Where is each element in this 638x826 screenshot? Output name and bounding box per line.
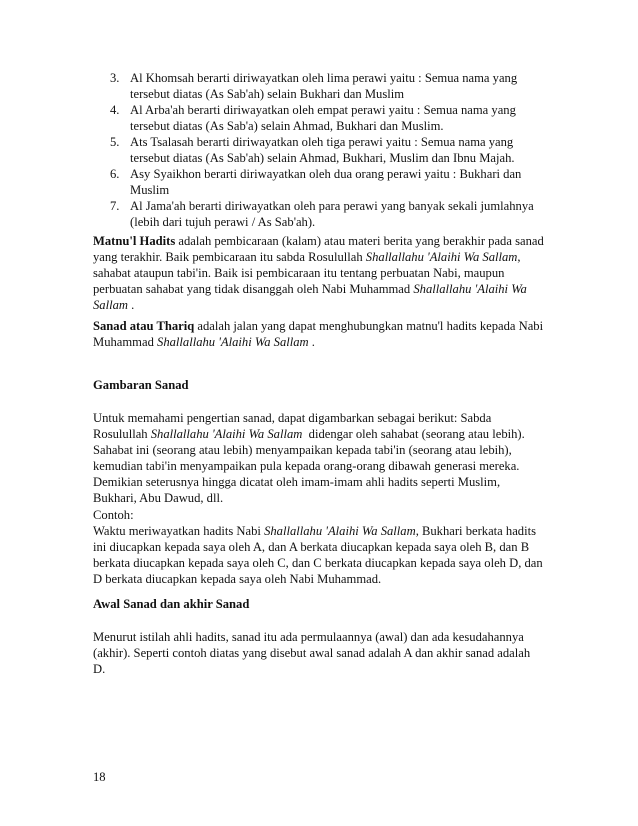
italic-phrase: Shallallahu 'Alaihi Wa Sallam: [150, 427, 303, 441]
paragraph-line: ini diucapkan kepada saya oleh A, dan A berkata diucapkan kepada saya oleh B, dan B: [93, 540, 530, 554]
sanad-paragraph: [93, 318, 551, 350]
awal-heading: [93, 596, 551, 612]
paragraph-line: Untuk memahami pengertian sanad, dapat digambarkan sebagai berikut: Sabda: [93, 411, 492, 425]
paragraph-text: adalah pembicaraan (kalam) atau materi berita yang berakhir pada sanad: [175, 234, 544, 248]
page-number: 18: [93, 770, 106, 784]
gambaran-paragraph: [93, 410, 551, 506]
paragraph-line: [93, 281, 551, 297]
paragraph-text: yang terakhir. Baik pembicaraan itu sabda Rosulullah: [93, 250, 366, 264]
paragraph-line: Menurut istilah ahli hadits, sanad itu ada permulaannya (awal) dan ada kesudahannya: [93, 630, 524, 644]
list-text-line: tersebut diatas (As Sab'ah) selain Ahmad, Bukhari, Muslim dan Ibnu Majah.: [130, 151, 515, 165]
paragraph-text: ,: [517, 250, 521, 264]
paragraph-line: D.: [93, 662, 106, 676]
list-text-line: tersebut diatas (As Sab'a) selain Ahmad, Bukhari dan Muslim.: [130, 119, 444, 133]
paragraph-text: , Bukhari berkata hadits: [415, 524, 536, 538]
paragraph-text: Muhammad: [93, 335, 158, 349]
paragraph-text: perbuatan sahabat yang tidak disanggah oleh Nabi Muhammad: [93, 282, 414, 296]
paragraph-line: [93, 297, 551, 313]
list-item: [110, 134, 550, 166]
paragraph-text: .: [308, 335, 315, 349]
list-number: 7.: [110, 199, 120, 213]
list-item: [110, 198, 550, 230]
paragraph-line: [93, 318, 551, 334]
list-number: 3.: [110, 71, 120, 85]
paragraph-line: berkata diucapkan kepada saya oleh C, dan C berkata diucapkan kepada saya oleh D, dan: [93, 556, 543, 570]
paragraph-line: Demikian seterusnya hingga dicatat oleh imam-imam ahli hadits seperti Muslim,: [93, 475, 501, 489]
matnu-paragraph: [93, 233, 551, 313]
italic-phrase: Shallallahu 'Alaihi Wa Sallam: [157, 335, 309, 349]
contoh-label: Contoh:: [93, 508, 134, 522]
gambaran-heading: [93, 377, 551, 393]
paragraph-text: Waktu meriwayatkan hadits Nabi: [93, 524, 265, 538]
narrator-list: [110, 70, 550, 230]
italic-phrase: Shallallahu 'Alaihi Wa Sallam: [365, 250, 518, 264]
paragraph-text: Rosulullah: [93, 427, 151, 441]
section-heading: Gambaran Sanad: [93, 378, 189, 392]
paragraph-line: Bukhari, Abu Dawud, dll.: [93, 491, 224, 505]
list-text-line: Asy Syaikhon berarti diriwayatkan oleh dua orang perawi yaitu : Bukhari dan: [130, 167, 522, 181]
paragraph-text: adalah jalan yang dapat menghubungkan matnu'l hadits kepada Nabi: [194, 319, 544, 333]
paragraph-line: [93, 426, 551, 442]
list-number: 4.: [110, 103, 120, 117]
paragraph-line: (akhir). Seperti contoh diatas yang disebut awal sanad adalah A dan akhir sanad adalah: [93, 646, 531, 660]
list-number: 6.: [110, 167, 120, 181]
paragraph-line: sahabat ataupun tabi'in. Baik isi pembicaraan itu tentang perbuatan Nabi, maupun: [93, 266, 505, 280]
list-text-line: Al Khomsah berarti diriwayatkan oleh lima perawi yaitu : Semua nama yang: [130, 71, 518, 85]
paragraph-line: [93, 233, 551, 249]
list-item: [110, 166, 550, 198]
list-text-line: (lebih dari tujuh perawi / As Sab'ah).: [130, 215, 316, 229]
italic-phrase: Sallam: [93, 298, 128, 312]
list-item: [110, 102, 550, 134]
list-text-line: Ats Tsalasah berarti diriwayatkan oleh tiga perawi yaitu : Semua nama yang: [130, 135, 514, 149]
paragraph-line: kemudian tabi'in menyampaikan pula kepada orang-orang dibawah generasi mereka.: [93, 459, 520, 473]
italic-phrase: Shallallahu 'Alaihi Wa Sallam: [264, 524, 416, 538]
paragraph-line: [93, 249, 551, 265]
italic-phrase: Shallallahu 'Alaihi Wa: [413, 282, 527, 296]
paragraph-line: Sahabat ini (seorang atau lebih) menyampaikan kepada tabi'in (seorang atau lebih),: [93, 443, 512, 457]
paragraph-line: [93, 523, 551, 539]
sanad-term: Sanad atau Thariq: [93, 319, 195, 333]
paragraph-text: .: [127, 298, 135, 312]
section-heading: Awal Sanad dan akhir Sanad: [93, 597, 250, 611]
list-text-line: Al Arba'ah berarti diriwayatkan oleh empat perawi yaitu : Semua nama yang: [130, 103, 516, 117]
matnu-term: Matnu'l Hadits: [93, 234, 176, 248]
paragraph-text: didengar oleh sahabat (seorang atau lebih).: [302, 427, 525, 441]
contoh-paragraph: [93, 507, 551, 587]
paragraph-line: [93, 334, 551, 350]
list-number: 5.: [110, 135, 120, 149]
list-text-line: tersebut diatas (As Sab'ah) selain Bukhari dan Muslim: [130, 87, 405, 101]
list-item: [110, 70, 550, 102]
list-text-line: Al Jama'ah berarti diriwayatkan oleh para perawi yang banyak sekali jumlahnya: [130, 199, 534, 213]
awal-paragraph: [93, 629, 551, 677]
paragraph-line: D berkata diucapkan kepada saya oleh Nabi Muhammad.: [93, 572, 382, 586]
list-text-line: Muslim: [130, 183, 170, 197]
